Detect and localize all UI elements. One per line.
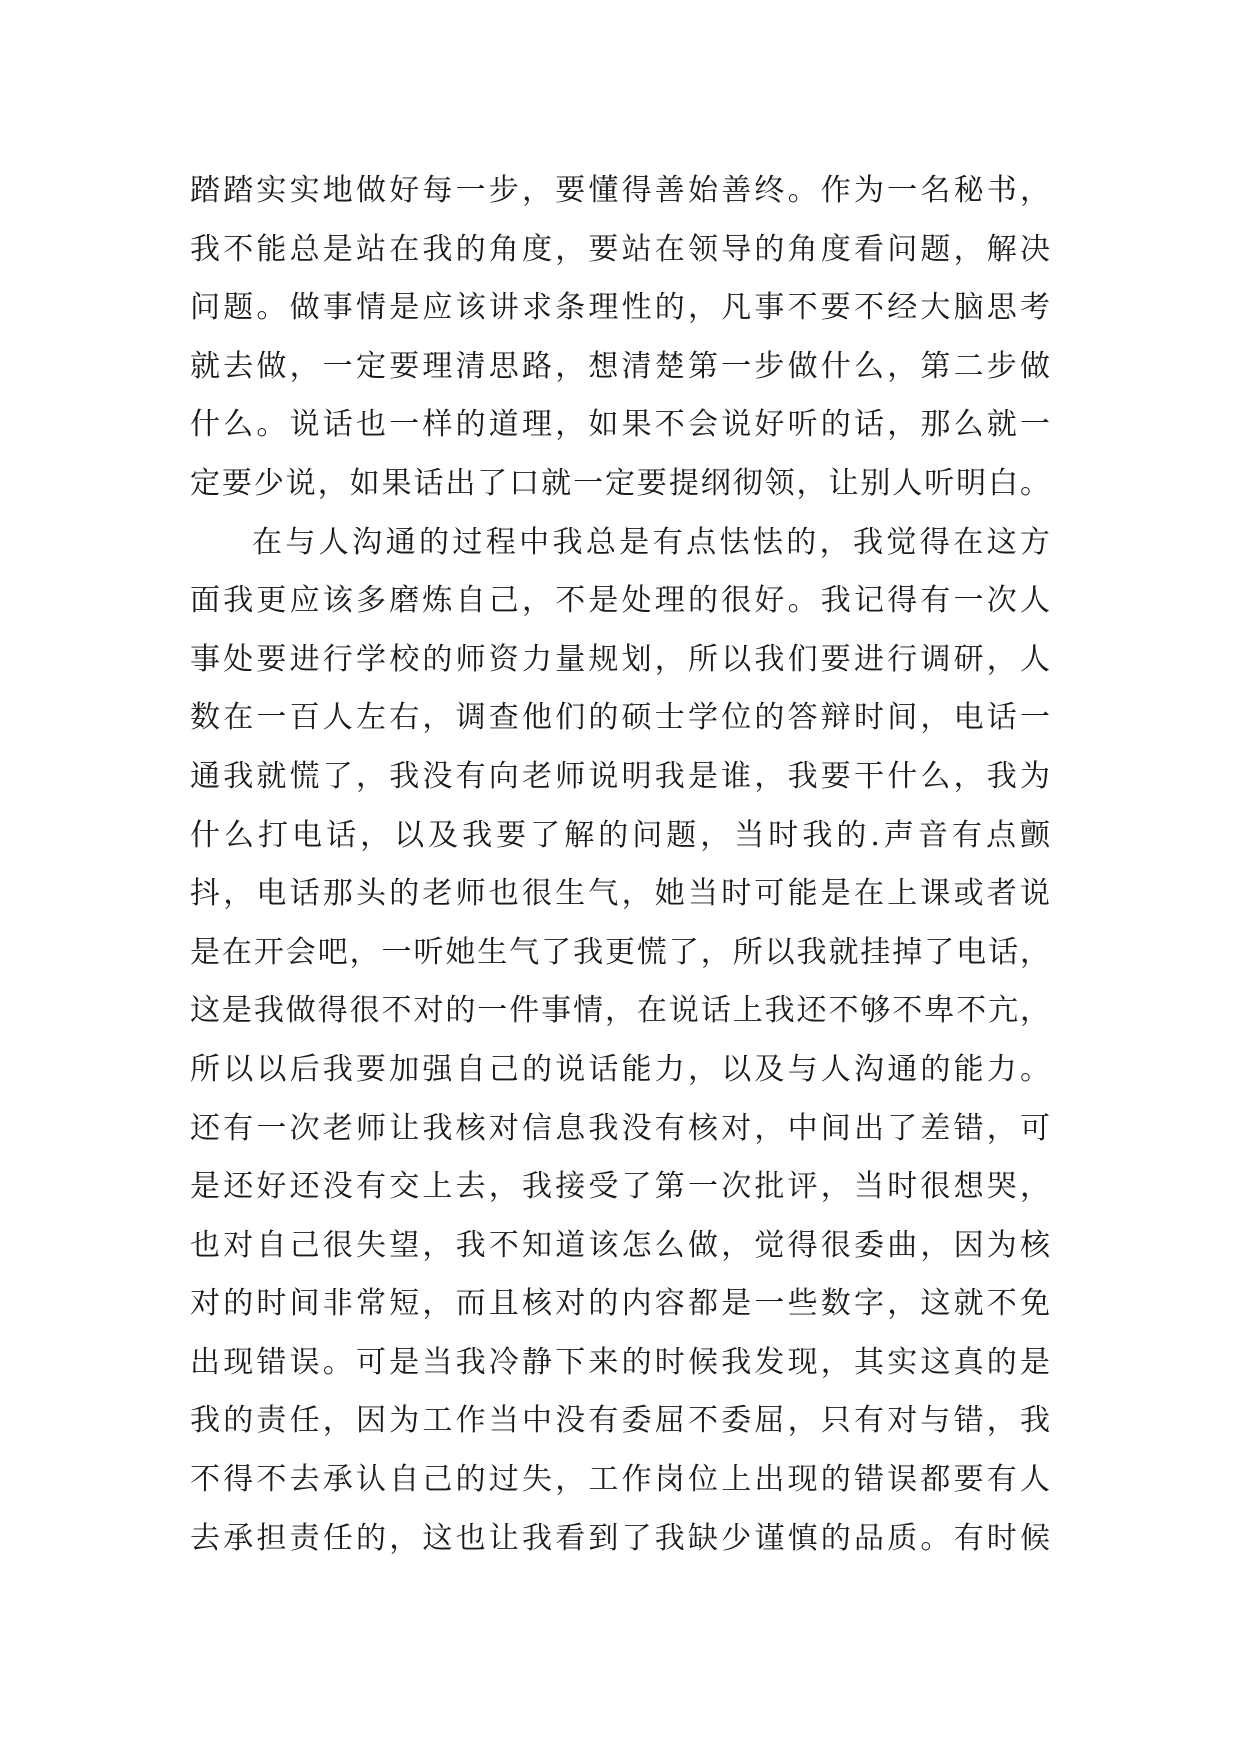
text-line: 什么。说话也一样的道理，如果不会说好听的话，那么就一 [190,407,1050,443]
text-line: 是还好还没有交上去，我接受了第一次批评，当时很想哭， [190,1169,1050,1205]
text-line: 出现错误。可是当我冷静下来的时候我发现，其实这真的是 [190,1344,1050,1380]
text-line: 就去做，一定要理清思路，想清楚第一步做什么，第二步做 [190,348,1050,384]
text-line: 不得不去承认自己的过失，工作岗位上出现的错误都要有人 [190,1462,1050,1498]
text-line: 通我就慌了，我没有向老师说明我是谁，我要干什么，我为 [190,758,1050,794]
text-line: 踏踏实实地做好每一步，要懂得善始善终。作为一名秘书， [190,173,1050,208]
text-line: 是在开会吧，一听她生气了我更慌了，所以我就挂掉了电话， [190,934,1050,970]
text-line: 这是我做得很不对的一件事情，在说话上我还不够不卑不亢， [190,993,1050,1029]
text-line: 什么打电话，以及我要了解的问题，当时我的.声音有点颤 [190,817,1050,853]
text-line: 去承担责任的，这也让我看到了我缺少谨慎的品质。有时候 [190,1520,1050,1556]
text-line: 数在一百人左右，调查他们的硕士学位的答辩时间，电话一 [190,700,1050,736]
text-line: 对的时间非常短，而且核对的内容都是一些数字，这就不免 [190,1286,1050,1322]
text-line: 事处要进行学校的师资力量规划，所以我们要进行调研，人 [190,641,1050,677]
text-line: 还有一次老师让我核对信息我没有核对，中间出了差错，可 [190,1110,1050,1146]
text-line: 也对自己很失望，我不知道该怎么做，觉得很委曲，因为核 [190,1227,1050,1263]
paragraph-first-line: 在与人沟通的过程中我总是有点怯怯的，我觉得在这方 [252,524,1050,560]
text-line: 定要少说，如果话出了口就一定要提纲彻领，让别人听明白。 [190,465,1050,501]
text-line: 所以以后我要加强自己的说话能力，以及与人沟通的能力。 [190,1051,1050,1087]
text-line: 抖，电话那头的老师也很生气，她当时可能是在上课或者说 [190,876,1050,912]
body-text [190,162,1050,1568]
text-line: 我不能总是站在我的角度，要站在领导的角度看问题，解决 [190,231,1050,267]
text-line: 面我更应该多磨炼自己，不是处理的很好。我记得有一次人 [190,583,1050,619]
text-line: 问题。做事情是应该讲求条理性的，凡事不要不经大脑思考 [190,290,1050,326]
text-line: 我的责任，因为工作当中没有委屈不委屈，只有对与错，我 [190,1403,1050,1439]
